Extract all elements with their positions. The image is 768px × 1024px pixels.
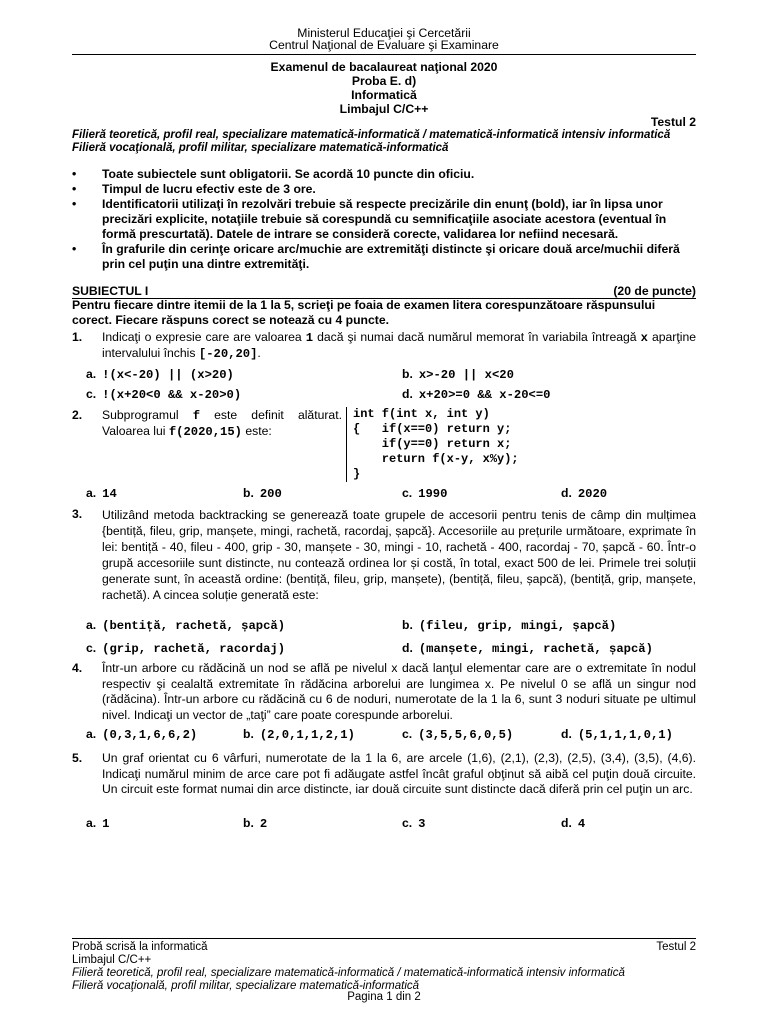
question-number: 2. <box>72 408 83 422</box>
section-instructions: Pentru fiecare dintre itemii de la 1 la 5, scrieţi pe foaia de examen litera corespunzătoare răspunsului corect. Fiecare răspuns corect se notează cu 4 puncte. <box>72 298 656 327</box>
page-number: Pagina 1 din 2 <box>347 991 421 1003</box>
footer-line-1: Probă scrisă la informatică <box>72 941 208 953</box>
option-b: b. (2,0,1,1,2,1) <box>243 727 355 742</box>
footer-line-3: Filieră teoretică, profil real, specializare matematică-informatică / matematică-informatică intensiv informatică <box>72 967 625 979</box>
test-label: Testul 2 <box>650 115 696 129</box>
question-number: 3. <box>72 507 83 521</box>
question-4-text: Într-un arbore cu rădăcină un nod se află pe nivelul x dacă lanţul elementar care are o extremitate în nodul respectiv şi cealaltă extremitate în rădăcina arborelui are lungimea x. Pe nivelul 0 se află un singur nod (rădăcina). Într-un arbore cu rădăcină cu 6 de noduri, numerotate de la 1 la 6, sunt 3 noduri situate pe ultimul nivel. Indicaţi un vector de „taţi” care poate corespunde arborelui. <box>102 661 696 722</box>
filiera-line-1: Filieră teoretică, profil real, specializare matematică-informatică / matematică-informatică intensiv informatică <box>72 129 671 141</box>
rule-item: • În grafurile din cerinţe oricare arc/muchie are extremităţi distincte şi oricare două arce/muchii diferă prin cel puţin una dintre extremităţi. <box>72 242 680 271</box>
option-c: c. 1990 <box>402 486 448 501</box>
footer-line-4: Filieră vocaţională, profil militar, specializare matematică-informatică <box>72 980 420 992</box>
option-b: b. x>-20 || x<20 <box>402 367 514 382</box>
option-c: c. 3 <box>402 816 426 831</box>
bullet-icon: • <box>72 182 77 196</box>
option-d: d. x+20>=0 && x-20<=0 <box>402 387 551 402</box>
footer-test: Testul 2 <box>656 941 696 953</box>
option-b: b. (fileu, grip, mingi, șapcă) <box>402 618 617 633</box>
subject-label: Informatică <box>351 88 417 102</box>
section-title: SUBIECTUL I <box>72 284 149 298</box>
option-a: a. 1 <box>86 816 110 831</box>
question-1-text: Indicaţi o expresie care are valoarea 1 dacă şi numai dacă numărul memorat în variabila întreagă x aparţine intervalului închis [-20,20]. <box>102 330 696 361</box>
option-b: b. 2 <box>243 816 268 831</box>
option-c: c. (grip, rachetă, racordaj) <box>86 641 286 656</box>
option-a: a. 14 <box>86 486 117 501</box>
rule-item: • Identificatorii utilizaţi în rezolvări trebuie să respecte precizările din enunţ (bold), iar în lipsa unor precizări explicite, notaţiile trebuie să corespundă cu semnificaţiile asociate acestora (eventual în formă prescurtată). Datele de intrare se consideră corecte, validarea lor nefiind necesară. <box>72 197 667 241</box>
proba-label: Proba E. d) <box>351 74 417 88</box>
rule-item: • Toate subiectele sunt obligatorii. Se acordă 10 puncte din oficiu. <box>72 167 475 181</box>
option-a: a. (0,3,1,6,6,2) <box>86 727 198 742</box>
code-block: int f(int x, int y) { if(x==0) return y; if(y==0) return x; return f(x-y, x%y); } <box>346 407 519 482</box>
question-number: 1. <box>72 330 83 344</box>
bullet-icon: • <box>72 167 77 181</box>
section-points: (20 de puncte) <box>613 284 696 298</box>
option-d: d. (5,1,1,1,0,1) <box>561 727 673 742</box>
exam-title: Examenul de bacalaureat naţional 2020 <box>270 60 498 74</box>
option-c: c. (3,5,5,6,0,5) <box>402 727 514 742</box>
option-a: a. (bentiță, rachetă, șapcă) <box>86 618 286 633</box>
question-2-text: Subprogramul f este definit alăturat. Valoarea lui f(2020,15) este: <box>102 408 342 439</box>
option-c: c. !(x+20<0 && x-20>0) <box>86 387 242 402</box>
ministry-name: Ministerul Educaţiei şi Cercetării <box>297 26 471 40</box>
question-number: 4. <box>72 661 83 675</box>
option-d: d. 4 <box>561 816 586 831</box>
option-a: a. !(x<-20) || (x>20) <box>86 367 234 382</box>
question-3-text: Utilizând metoda backtracking se generează toate grupele de accesorii pentru tenis de câmp din mulțimea {bentiță, fileu, grip, manșete, mingi, rachetă, racordaj, șapcă}. Accesoriile au prețurile următoare, exprimate în lei: bentiță - 40, fileu - 400, grip - 30, manșete - 30, mingi - 10, rachetă - 400, racordaj - 70, șapcă - 60. Într-o grupă accesoriile sunt distincte, nu contează ordinea lor și costă, în total, exact 500 de lei. Primele trei soluții generate sunt, în această ordine: (bentiță, fileu, grip, manșete), (bentiță, fileu, șapcă), (bentiță, grip, manșete, rachetă). A cincea soluție generată este: <box>102 508 696 602</box>
filiera-line-2: Filieră vocaţională, profil militar, specializare matematică-informatică <box>72 142 449 154</box>
bullet-icon: • <box>72 197 77 211</box>
bullet-icon: • <box>72 242 77 256</box>
footer-line-2: Limbajul C/C++ <box>72 954 152 966</box>
footer-divider <box>72 938 696 939</box>
option-d: d. 2020 <box>561 486 608 501</box>
header-divider <box>72 54 696 55</box>
rule-item: • Timpul de lucru efectiv este de 3 ore. <box>72 182 316 196</box>
question-number: 5. <box>72 751 83 765</box>
language-label: Limbajul C/C++ <box>339 102 429 116</box>
center-name: Centrul Naţional de Evaluare şi Examinare <box>269 38 499 52</box>
question-5-text: Un graf orientat cu 6 vârfuri, numerotate de la 1 la 6, are arcele (1,6), (2,1), (2,3), (2,5), (3,4), (3,5), (4,6). Indicaţi numărul minim de arce care pot fi adăugate astfel încât graful obţinut să aibă cel puţin două circuite. Un circuit este format numai din arce distincte, iar două circuite sunt distincte dacă diferă prin cel puţin un arc. <box>102 751 696 796</box>
rules-list <box>72 167 696 272</box>
option-b: b. 200 <box>243 486 282 501</box>
option-d: d. (manșete, mingi, rachetă, șapcă) <box>402 641 653 656</box>
